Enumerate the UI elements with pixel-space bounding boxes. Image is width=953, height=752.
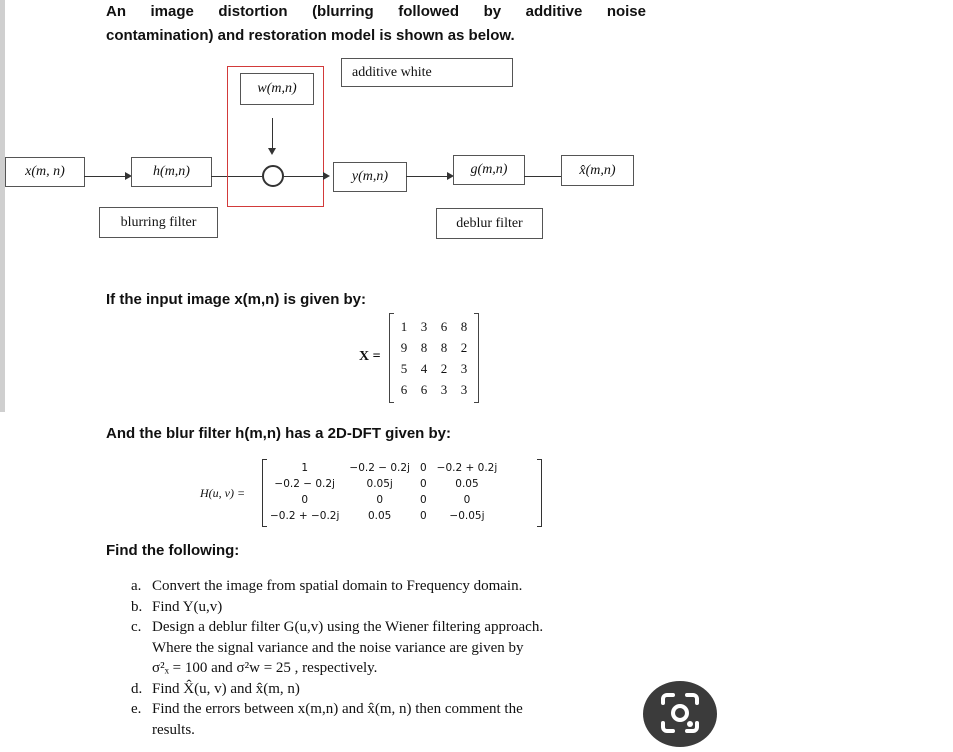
question-label: b. <box>131 598 143 615</box>
question-label: e. <box>131 701 142 717</box>
matrix-cell: −0.2 − 0.2j <box>274 478 335 490</box>
connector-line <box>524 176 562 177</box>
matrix-row <box>394 379 474 400</box>
question-item <box>131 658 631 679</box>
noise-arrow-line <box>272 118 273 150</box>
output-signal-box: x̂(m,n) <box>561 155 634 186</box>
matrix-cell: 8 <box>460 318 468 334</box>
matrix-cell: 6 <box>420 381 428 397</box>
question-text: results. <box>152 721 195 738</box>
matrix-cell: 3 <box>460 360 468 376</box>
matrix-cell: −0.2 − 0.2j <box>349 462 410 474</box>
left-scroll-edge <box>0 0 5 412</box>
matrix-cell: −0.2 + 0.2j <box>436 462 498 474</box>
question-item <box>131 638 631 659</box>
matrix-cell: 0.05j <box>366 478 393 490</box>
question-text: Design a deblur filter G(u,v) using the Wiener filtering approach. <box>152 619 544 635</box>
matrix-cell: 0.05 <box>367 510 392 522</box>
arrowhead <box>323 172 330 180</box>
question-label: d. <box>131 680 143 697</box>
questions-heading: Find the following: <box>106 542 240 559</box>
matrix-cell: 6 <box>400 381 408 397</box>
deblur-filter-box: g(m,n) <box>453 155 525 185</box>
matrix-cell: 0 <box>419 494 427 506</box>
matrix-cell: 3 <box>440 381 448 397</box>
question-text: Find Y(u,v) <box>152 598 223 615</box>
matrix-cell: −0.2 + −0.2j <box>270 510 340 522</box>
matrix-row <box>265 460 502 476</box>
intro-word: image <box>150 3 194 20</box>
arrowhead-down <box>268 148 276 155</box>
matrix-cell: 0 <box>419 462 427 474</box>
intro-word: by <box>483 3 502 20</box>
intro-text <box>106 0 646 48</box>
matrix-cell: 3 <box>460 381 468 397</box>
matrix-row <box>265 508 502 524</box>
connector-line <box>284 176 324 177</box>
intro-word: followed <box>398 3 460 20</box>
question-text: Convert the image from spatial domain to Frequency domain. <box>152 578 523 594</box>
question-label <box>131 720 152 741</box>
question-item <box>131 617 631 638</box>
matrix-cell: 8 <box>440 339 448 355</box>
lens-search-button[interactable] <box>643 681 717 747</box>
matrix-cell: 0 <box>463 494 471 506</box>
question-item <box>131 576 631 597</box>
matrix-x-label: X = <box>359 349 381 364</box>
matrix-x <box>389 314 479 402</box>
camera-search-icon <box>643 681 717 747</box>
question-item <box>131 720 631 741</box>
question-label <box>131 658 152 679</box>
matrix-cell: 8 <box>420 339 428 355</box>
matrix-cell: 0 <box>376 494 384 506</box>
matrix-cell: 0 <box>419 510 427 522</box>
question-text: Find X̂(u, v) and x̂(m, n) <box>152 680 300 697</box>
question-label <box>131 638 152 659</box>
matrix-cell: 5 <box>400 360 408 376</box>
intro-line-1 <box>106 0 646 24</box>
matrix-row <box>394 358 474 379</box>
matrix-cell: 4 <box>420 360 428 376</box>
blurring-filter-label: blurring filter <box>99 207 218 238</box>
matrix-cell: 9 <box>400 339 408 355</box>
matrix-cell: 1 <box>301 462 309 474</box>
intro-word: distortion <box>218 3 288 20</box>
intro-word: additive <box>525 3 583 20</box>
question-text: σ²ₓ = 100 and σ²w = 25 , respectively. <box>152 660 378 676</box>
additive-white-label: additive white <box>341 58 513 87</box>
matrix-row <box>265 476 502 492</box>
question-label: c. <box>131 619 142 635</box>
summing-junction <box>262 165 284 187</box>
question-text: Find the errors between x(m,n) and x̂(m, n) then comment the <box>152 701 523 717</box>
matrix-cell: 2 <box>460 339 468 355</box>
matrix-cell: 1 <box>400 318 408 334</box>
matrix-cell: 3 <box>420 318 428 334</box>
noise-box: w(m,n) <box>240 73 314 105</box>
matrix-h-label: H(u, v) = <box>200 486 246 500</box>
question-list <box>131 576 631 740</box>
connector-line <box>406 176 448 177</box>
question-item <box>131 699 631 720</box>
matrix-cell: −0.05j <box>449 510 485 522</box>
connector-line <box>84 176 126 177</box>
blur-filter-box: h(m,n) <box>131 157 212 187</box>
matrix-row <box>265 492 502 508</box>
question-label: a. <box>131 578 142 594</box>
question-text: Where the signal variance and the noise variance are given by <box>152 639 524 656</box>
deblur-filter-label: deblur filter <box>436 208 543 239</box>
matrix-cell: 0.05 <box>455 478 479 490</box>
matrix-cell: 0 <box>301 494 309 506</box>
matrix-row <box>394 316 474 337</box>
intro-word: noise <box>606 3 646 20</box>
intro-word: An <box>106 3 126 20</box>
intro-line-2: contamination) and restoration model is shown as below. <box>106 27 515 44</box>
input-heading: If the input image x(m,n) is given by: <box>106 291 367 308</box>
matrix-cell: 6 <box>440 318 448 334</box>
degraded-signal-box: y(m,n) <box>333 162 407 192</box>
question-item <box>131 679 631 700</box>
matrix-cell: 2 <box>440 360 448 376</box>
intro-word: (blurring <box>312 3 374 20</box>
matrix-h <box>262 460 542 526</box>
filter-heading: And the blur filter h(m,n) has a 2D-DFT given by: <box>106 425 452 442</box>
input-signal-box: x(m, n) <box>5 157 85 187</box>
question-item <box>131 597 631 618</box>
matrix-row <box>394 337 474 358</box>
matrix-cell: 0 <box>419 478 427 490</box>
